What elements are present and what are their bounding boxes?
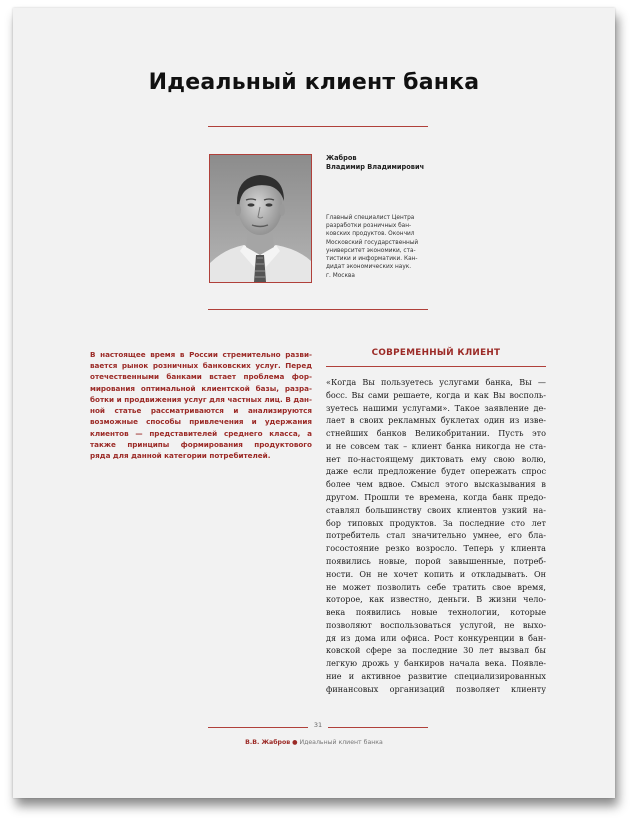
author-bio-line: г. Москва xyxy=(326,272,355,279)
body-line: госостояние резко возросло. Теперь у клиента xyxy=(326,543,546,554)
abstract-line: вается рынок розничных банковских услуг. Перед xyxy=(90,361,312,371)
author-bio-line: Московский государственный xyxy=(326,239,419,246)
body-line: которое, как известно, деньги. В жизни чело- xyxy=(326,594,546,605)
body-line: ковской сфере за последние 30 лет вызвал бы xyxy=(326,645,546,656)
body-line: лает в своих рекламных буклетах один из изве- xyxy=(326,415,546,426)
author-bio-line: разработки розничных бан- xyxy=(326,223,412,230)
footer-divider-right xyxy=(328,727,428,728)
body-line: финансовых организаций позволяет клиенту xyxy=(326,683,546,694)
body-line: зуетесь нашими услугами». Такое заявление де- xyxy=(326,402,546,413)
body-line: «Когда Вы пользуетесь услугами банка, Вы — xyxy=(326,377,546,387)
author-surname: Жабров xyxy=(326,154,357,162)
page-number: 31 xyxy=(313,721,323,729)
title-divider xyxy=(208,126,428,127)
abstract-line: мирования оптимальной клиентской базы, разра- xyxy=(90,383,312,393)
body-line: ставлял большинству своих клиентов узкий на- xyxy=(326,504,546,515)
section-heading-underline xyxy=(326,366,546,367)
abstract-line: В настоящее время в России стремительно разви- xyxy=(90,350,312,359)
body-line: появились новые, порой завышенные, потреб- xyxy=(326,555,546,566)
running-footer xyxy=(13,739,615,746)
body-line: века появились новые технологии, которые xyxy=(326,607,546,618)
abstract-line: ной статье рассматриваются и анализируются xyxy=(90,406,312,416)
footer-title: Идеальный клиент банка xyxy=(299,739,383,746)
body-line: позволяют воспользоваться услугой, не выхо- xyxy=(326,619,546,630)
author-given-names: Владимир Владимирович xyxy=(326,162,425,171)
author-bio-line: университет экономики, ста- xyxy=(326,247,416,254)
footer-divider-left xyxy=(208,727,308,728)
body-line: нет по-настоящему диктовать ему свою волю, xyxy=(326,453,546,464)
abstract-line: возможные способы привлечения и удержания xyxy=(90,417,312,427)
body-line: даже если предложение будет опережать спрос xyxy=(326,466,546,477)
article-abstract xyxy=(90,349,312,461)
body-line: ние и активное развитие специализированных xyxy=(326,670,546,681)
body-line: потребитель стал значительно умнее, его бла- xyxy=(326,530,546,541)
body-line: дя из дома или офиса. Рост конкуренции в бан- xyxy=(326,632,546,643)
body-line: бор типовых продуктов. За последние сто лет xyxy=(326,517,546,528)
section-heading: СОВРЕМЕННЫЙ КЛИЕНТ xyxy=(371,348,501,358)
body-line: и не совсем так – клиент банка никогда не ста- xyxy=(326,440,546,451)
author-portrait-image xyxy=(210,155,311,282)
journal-page xyxy=(13,8,615,798)
body-line: босс. Вы сами решаете, когда и как Вы восполь- xyxy=(326,389,546,400)
author-bio xyxy=(326,214,436,280)
body-line: ности. Он не хочет копить и откладывать. Он xyxy=(326,568,546,579)
author-photo xyxy=(209,154,312,283)
author-name xyxy=(326,154,424,172)
author-divider xyxy=(208,309,428,310)
article-title: Идеальный клиент банка xyxy=(148,70,480,95)
author-bio-line: ковских продуктов. Окончил xyxy=(326,231,415,238)
body-line: легкую дрожь у банкиров начала века. Появле- xyxy=(326,658,546,669)
abstract-line: ряда для данной категории потребителей. xyxy=(90,451,271,461)
author-bio-line: Главный специалист Центра xyxy=(326,215,415,221)
abstract-line: отечественными банками встает проблема фор- xyxy=(90,372,312,382)
section-body xyxy=(326,376,546,696)
body-line: не может позволить себе тратить свое время, xyxy=(326,581,546,592)
body-line: стнейших банков Великобритании. Пусть это xyxy=(326,428,546,439)
footer-author: В.В. Жабров xyxy=(245,739,291,746)
body-line: более чем вдвое. Смысл этого высказывания в xyxy=(326,479,546,490)
author-bio-line: тистики и информатики. Кан- xyxy=(326,256,418,263)
author-bio-line: дидат экономических наук. xyxy=(326,264,412,271)
body-line: другом. Прошли те времена, когда банк предо- xyxy=(326,492,546,503)
footer-bullet-icon: ● xyxy=(292,739,298,746)
abstract-line: клиентов — представителей среднего класса, а xyxy=(90,428,312,438)
abstract-line: также принципы формирования продуктового xyxy=(90,439,312,449)
abstract-line: ботки и продвижения услуг для частных лиц. В дан- xyxy=(90,394,312,404)
